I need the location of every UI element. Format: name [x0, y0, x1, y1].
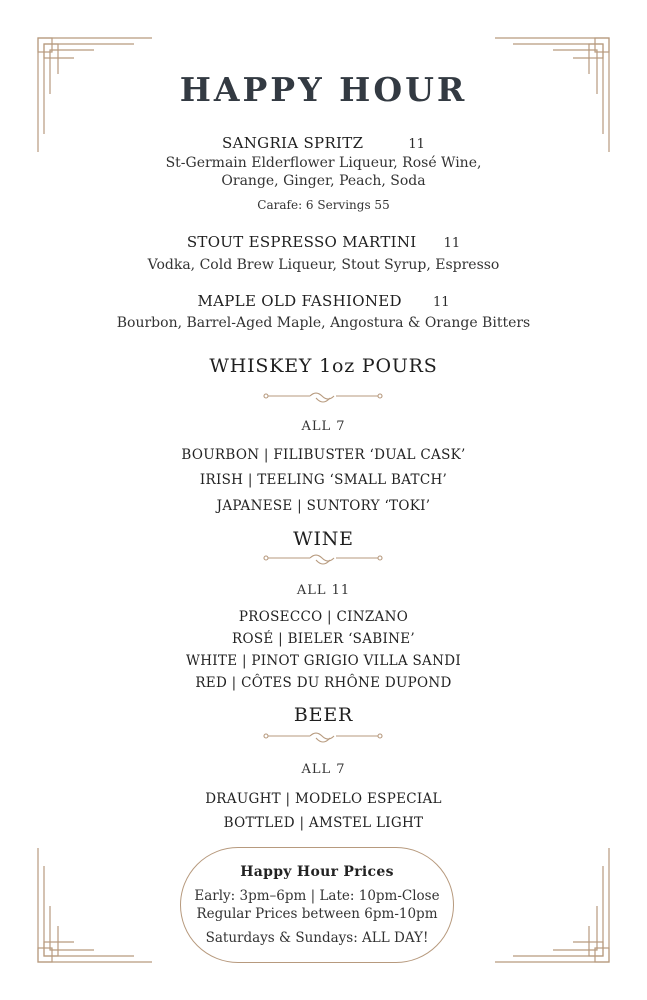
cocktail-item — [0, 291, 647, 310]
section-price-beer: ALL 7 — [301, 762, 346, 777]
list-item: WHITE | PINOT GRIGIO VILLA SANDI — [186, 653, 461, 669]
list-item: JAPANESE | SUNTORY ‘TOKI’ — [216, 498, 431, 514]
cocktail-name: MAPLE OLD FASHIONED — [197, 292, 402, 310]
hours-line: Early: 3pm–6pm | Late: 10pm-Close — [194, 888, 440, 904]
cocktail-price: 11 — [432, 295, 450, 310]
cocktail-item — [0, 133, 647, 152]
list-item: BOURBON | FILIBUSTER ‘DUAL CASK’ — [181, 447, 466, 463]
list-item: BOTTLED | AMSTEL LIGHT — [223, 815, 424, 831]
section-heading-whiskey: WHISKEY 1oz POURS — [209, 355, 438, 377]
cocktail-description: St-Germain Elderflower Liqueur, Rosé Wine, — [165, 155, 482, 171]
list-item: IRISH | TEELING ‘SMALL BATCH’ — [199, 472, 448, 488]
cocktail-name: SANGRIA SPRITZ — [222, 134, 364, 152]
cocktail-description: Vodka, Cold Brew Liqueur, Stout Syrup, Espresso — [147, 257, 500, 273]
section-heading-beer: BEER — [293, 704, 354, 726]
corner-ornament-bottom-right-icon — [493, 846, 613, 966]
section-price-wine: ALL 11 — [296, 583, 351, 598]
list-item: DRAUGHT | MODELO ESPECIAL — [205, 791, 442, 807]
hours-line: Regular Prices between 6pm-10pm — [196, 906, 438, 922]
list-item: ROSÉ | BIELER ‘SABINE’ — [232, 631, 415, 647]
cocktail-price: 11 — [408, 137, 425, 152]
ornamental-divider-icon — [262, 388, 384, 408]
cocktail-item — [0, 232, 647, 251]
cocktail-name: STOUT ESPRESSO MARTINI — [186, 233, 417, 251]
hours-title: Happy Hour Prices — [240, 864, 394, 880]
corner-ornament-bottom-left-icon — [34, 846, 154, 966]
list-item: PROSECCO | CINZANO — [238, 609, 409, 625]
happy-hour-times-box — [180, 847, 454, 963]
list-item: RED | CÔTES DU RHÔNE DUPOND — [195, 675, 452, 691]
section-price-whiskey: ALL 7 — [301, 419, 346, 434]
cocktail-description: Bourbon, Barrel-Aged Maple, Angostura & Orange Bitters — [116, 315, 531, 331]
section-heading-wine: WINE — [293, 528, 354, 550]
hours-line: Saturdays & Sundays: ALL DAY! — [205, 930, 429, 946]
cocktail-description: Orange, Ginger, Peach, Soda — [221, 173, 426, 189]
cocktail-note: Carafe: 6 Servings 55 — [257, 198, 390, 212]
ornamental-divider-icon — [262, 728, 384, 748]
cocktail-price: 11 — [443, 236, 461, 251]
page-title: HAPPY HOUR — [179, 70, 468, 109]
ornamental-divider-icon — [262, 550, 384, 570]
